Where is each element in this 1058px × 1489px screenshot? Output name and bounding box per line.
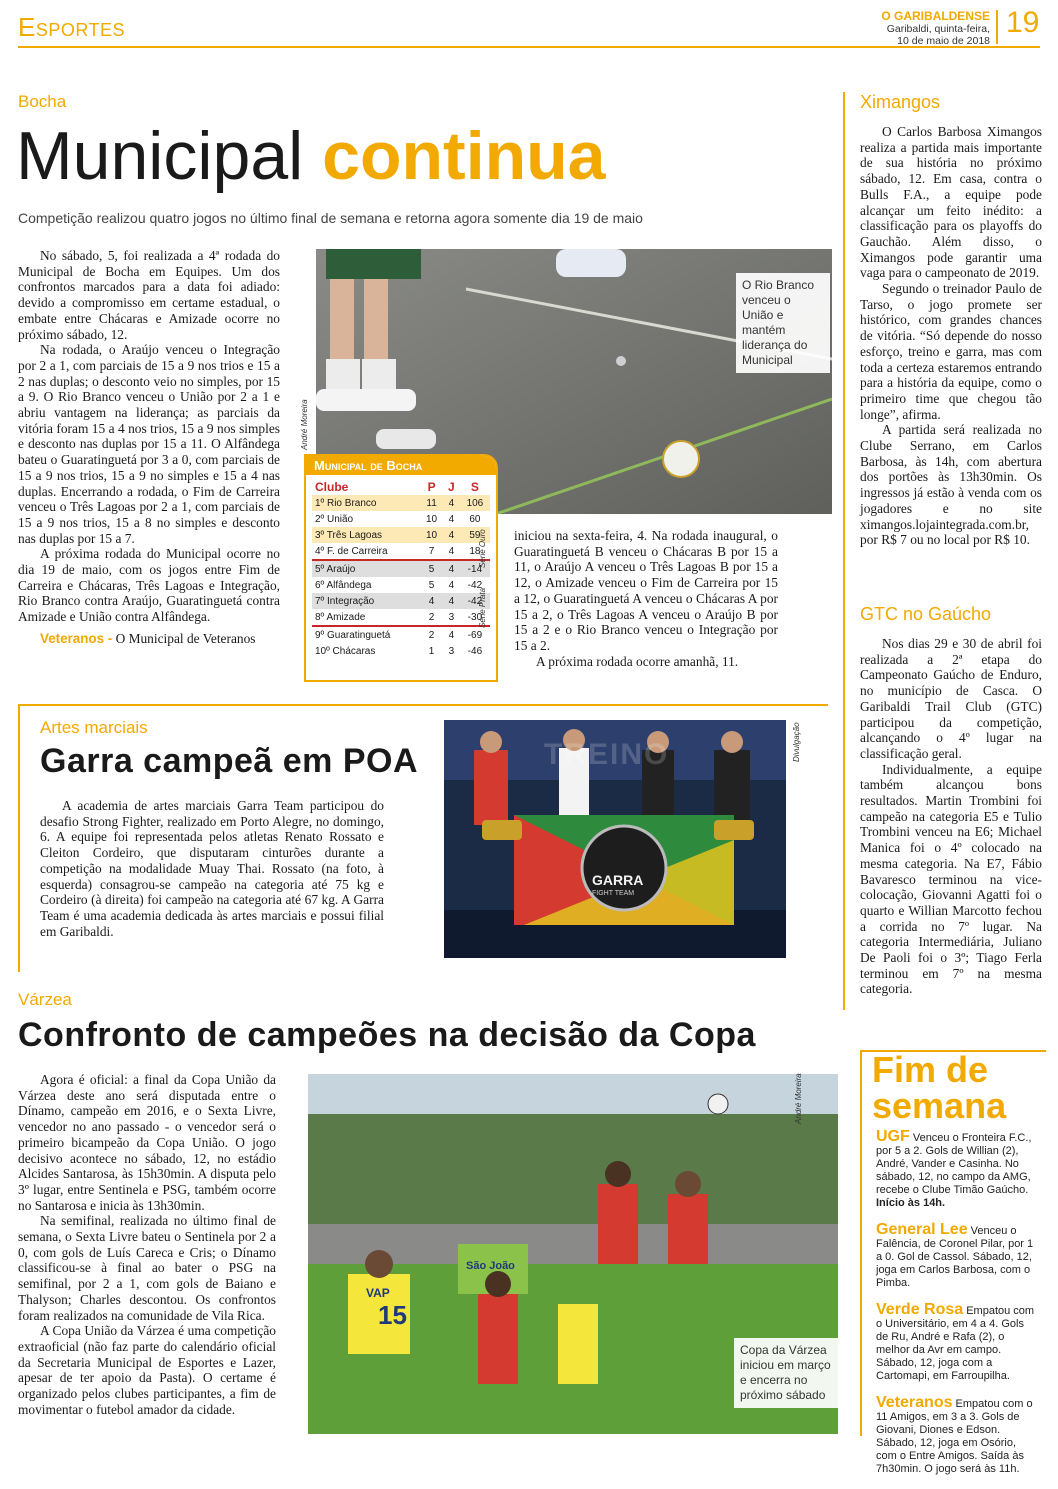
row-s: 59 (469, 529, 481, 541)
row-j: 4 (448, 579, 455, 591)
bocha-kicker: Bocha (18, 92, 67, 111)
gtc-kicker: GTC no Gaúcho (860, 604, 992, 624)
row-j: 4 (448, 595, 455, 607)
ximangos-p3: A partida será realizada no Clube Serrano, em Carlos Barbosa, às 14h, com abertura dos portões às 13h30min. Os ingressos já estão à venda com os jogadores e no site ximangos.lojaintegrada.com.br, por R$ 7 ou no local por R$ 10. (860, 422, 1042, 548)
fds-list (876, 1130, 1038, 1489)
varzea-p3: A Copa União da Várzea é uma competição extraoficial (não faz parte do calendário oficial da Secretaria Municipal de Esportes e Lazer, apesar de ter apoio da Pasta). O certame é organizado pelos clubes participantes, a fim de movimentar o futebol amador da cidade. (18, 1323, 276, 1417)
row-club: 10º Chácaras (315, 645, 376, 657)
fds-item-text: Empatou com o Universitário, em 4 a 4. Gols de Ru, André e Rafa (2), o melhor da Avr em campo. Sábado, 12, joga com a Cartomapi, em Farroupilha. (876, 1305, 1035, 1382)
header-rule (18, 46, 1040, 48)
bocha-column-1 (18, 248, 280, 647)
gtc-p1: Nos dias 29 e 30 de abril foi realizada a 2ª etapa do Campeonato Gaúcho de Enduro, no município de Casca. O Garibaldi Trail Club (GTC) participou da competição, alcançando o 4º lugar na classificação geral. (860, 636, 1042, 761)
standings-header-p: P (427, 480, 436, 494)
varzea-shirt-number: 15 (378, 1300, 407, 1330)
varzea-shirt-text: VAP (366, 1286, 390, 1300)
table-row (312, 511, 490, 527)
veteranos-lead (18, 631, 280, 647)
bocha-col2-p1: iniciou na sexta-feira, 4. Na rodada inaugural, o Guaratinguetá B venceu o Chácaras B por 15 a 11, o Araújo A venceu o Três Lagoas B por 15 a 12, o Amizade venceu o Fim de Carreira por 15 a 12, o Guaratinguetá A venceu o Chácaras A por 15 a 2, o Três Lagoas A venceu o Araújo B por 15 a 2 e o Rio Branco venceu o Integração por 15 a 2. (514, 528, 778, 653)
fds-title-2: semana (872, 1085, 1007, 1126)
row-j: 4 (448, 563, 455, 575)
row-s: -30 (467, 611, 483, 623)
standings-table (312, 479, 490, 659)
header-date-2: 10 de maio de 2018 (897, 35, 990, 47)
row-club: 9º Guaratinguetá (315, 629, 391, 641)
garra-banner-sub: FIGHT TEAM (592, 890, 635, 897)
fds-title-1: Fim de (872, 1049, 989, 1090)
paper-name: O GARIBALDENSE (881, 9, 990, 23)
page-number: 19 (1006, 6, 1040, 39)
garra-photo (444, 720, 786, 958)
right-column-rule (843, 92, 845, 1010)
row-club: 1º Rio Branco (315, 497, 377, 509)
gtc-p2: Individualmente, a equipe também alcançou bons resultados. Martin Trombini foi campeão na categoria E5 e Tulio Trombini venceu na E6; Michael Manica foi o 4º colocado na mesma categoria. Na E7, Fábio Bavaresco terminou na vice-colocação, Giovanni Agatti foi o quarto e Willian Marcotto fechou a corrida no 7º lugar. Na categoria Intermediária, Juliano De Paoli foi o 3º; Tiago Ferla terminou em 7º na mesma categoria. (860, 761, 1042, 997)
row-p: 1 (428, 645, 435, 657)
garra-title: Garra campeã em POA (40, 742, 419, 780)
row-club: 8º Amizade (315, 611, 366, 623)
table-row (312, 593, 490, 609)
row-club: 7º Integração (315, 595, 375, 607)
row-p: 4 (428, 595, 435, 607)
row-j: 3 (448, 645, 455, 657)
varzea-photo-credit: André Moreira (794, 1073, 803, 1124)
row-s: -46 (467, 645, 483, 657)
garra-p1: A academia de artes marciais Garra Team participou do desafio Strong Fighter, realizado em Porto Alegre, no domingo, 6. A equipe foi representada pelos atletas Renato Rossato e Cleiton Cordeiro, que disputaram cinturões durante a competição na modalidade Muay Thai. Rossato (na foto, à esquerda) consagrou-se campeão na categoria até 75 kg e Cordeiro (à direita) foi campeão na categoria até 67 kg. A Garra Team é uma academia dedicada às artes marciais e possui filial em Garibaldi. (40, 798, 384, 939)
garra-banner-text: GARRA (592, 872, 644, 888)
row-club: 3º Três Lagoas (315, 529, 383, 541)
row-s: 18 (469, 545, 481, 557)
varzea-kicker: Várzea (18, 990, 72, 1009)
bocha-p1: No sábado, 5, foi realizada a 4ª rodada do Municipal de Bocha em Equipes. Um dos confrontos marcados para a data foi adiado: devido a compromisso em certame estadual, o embate entre Chácaras e Amizade ocorre no próximo sábado, 12. (18, 248, 280, 342)
header-date-1: Garibaldi, quinta-feira, (886, 23, 990, 35)
header-divider (996, 10, 998, 44)
row-j: 4 (448, 545, 455, 557)
table-row (312, 577, 490, 593)
fds-item-text: Empatou com o 11 Amigos, em 3 a 3. Gols de Giovani, Diones e Edson. Sábado, 12, joga em Osório, com o Entre Amigos. Saída às 7h30min. O jogo será às 11h. (876, 1398, 1033, 1475)
varzea-caption: Copa da Várzea iniciou em março e encerra no próximo sábado (734, 1338, 844, 1408)
varzea-body (18, 1072, 276, 1417)
bocha-p3: A próxima rodada do Municipal ocorre no dia 19 de maio, com os jogos entre Fim de Carreira e Chácaras, Três Lagoas e Integração, Rio Branco contra Araújo, Guaratinguetá contra Amizade e União contra Alfândega. (18, 546, 280, 625)
table-row (312, 626, 490, 643)
bocha-title-b: continua (322, 118, 606, 194)
varzea-p2: Na semifinal, realizada no último final de semana, o Sexta Livre bateu o Sentinela por 2 a 0, com gols de Luís Careca e Cris; o Dínamo classificou-se à final ao bater o PSG na semifinal, por 2 a 1, com gols de Baiano e Thalyson; Charles descontou. Os confrontos foram realizados na comunidade de Vila Rica. (18, 1213, 276, 1323)
garra-kicker: Artes marciais (40, 718, 148, 737)
veteranos-label: Veteranos - (40, 630, 113, 646)
row-p: 2 (428, 611, 435, 623)
ximangos-p2: Segundo o treinador Paulo de Tarso, o jogo promete ser histórico, com grandes chances de vitória. “Só depende do nosso esforço, treino e garra, mas com toda a certeza estaremos entrando para a história da equipe, como o primeiro time que chegou tão longe”, afirma. (860, 281, 1042, 422)
bocha-title-a: Municipal (16, 118, 304, 194)
fds-item (876, 1303, 1038, 1383)
row-p: 7 (428, 545, 435, 557)
table-row (312, 543, 490, 560)
varzea-p1: Agora é oficial: a final da Copa União da Várzea deste ano será disputada entre o Dínamo, campeão em 2016, e o Sexta Livre, vencedor no ano passado - o vencedor será o primeiro bicampeão da Copa União. O jogo decisivo acontece no sábado, 12, no estádio Alcides Santarosa, às 15h30min. A disputa pelo 3º lugar, entre Sentinela e PSG, também ocorre no Santarosa e inicia às 13h30min. (18, 1072, 276, 1213)
fds-item-text: Venceu o Fronteira F.C., por 5 a 2. Gols de Willian (2), André, Vander e Casinha. No sábado, 12, no campo da AMG, recebe o Clube Timão Gaúcho. (876, 1132, 1032, 1196)
section-title: Esportes (18, 12, 126, 42)
ximangos-p1: O Carlos Barbosa Ximangos realiza a partida mais importante de sua história no próximo sábado, 12. Em casa, contra o Bulls F.A., a equipe pode alcançar um feito inédito: a classificação para os playoffs do Gauchão. Além disso, o Ximangos pode garantir uma vaga para o campeonato de 2019. (860, 124, 1042, 281)
standings-header-j: J (448, 480, 455, 494)
row-club: 2º União (315, 513, 354, 525)
garra-body (40, 798, 384, 939)
bocha-subtitle: Competição realizou quatro jogos no último final de semana e retorna agora somente dia 19 de maio (18, 210, 643, 226)
table-row (312, 609, 490, 626)
fds-item-team: Verde Rosa (876, 1301, 964, 1318)
row-club: 4º F. de Carreira (315, 545, 388, 557)
row-j: 4 (448, 497, 455, 509)
table-row (312, 643, 490, 659)
gtc-body (860, 636, 1042, 997)
bocha-caption: O Rio Branco venceu o União e mantém liderança do Municipal (736, 273, 830, 373)
bocha-p2: Na rodada, o Araújo venceu o Integração por 2 a 1, com parciais de 15 a 9 nos trios e 15 a 2 nas duplas; o desconto veio no simples, por 15 a 9. O Rio Branco venceu o União por 2 a 1 e abriu vantagem na liderança; as parciais da vitória foram 15 a 4 nos trios, 15 a 9 nos simples e desconto nas duplas por 15 a 11. O Alfândega bateu o Guaratinguetá por 3 a 0, com parciais de 15 a 9 nos trios, 15 a 9 no simples e 15 a 4 nas duplas. Encerrando a rodada, o Fim de Carreira venceu o Três Lagoas por 2 a 1, com parciais de 15 a 9 nos trios, 15 a 8 no simples e desconto nas duplas por 15 a 7. (18, 342, 280, 546)
row-p: 11 (426, 497, 437, 509)
fds-title (872, 1049, 1007, 1126)
row-s: -14 (467, 563, 483, 575)
bocha-col2-p2: A próxima rodada ocorre amanhã, 11. (536, 653, 739, 669)
row-club: 6º Alfândega (315, 579, 372, 591)
row-s: 106 (466, 497, 484, 509)
ximangos-kicker: Ximangos (860, 92, 941, 112)
serie-ouro-label: Série Ouro (478, 529, 487, 568)
standings-title: Municipal de Bocha (306, 456, 496, 475)
bocha-standings (304, 454, 498, 682)
row-j: 4 (448, 529, 455, 541)
row-p: 5 (428, 563, 435, 575)
fds-item-team: UGF (876, 1128, 910, 1145)
bocha-photo-credit: André Moreira (300, 399, 309, 450)
fds-item-text: Venceu o Falência, de Coronel Pilar, por 1 a 0. Gol de Cassol. Sábado, 12, joga em Carlos Barbosa, com o Pimba. (876, 1225, 1034, 1289)
varzea-ad-text: São João (466, 1260, 515, 1272)
garra-photo-credit: Divulgação (792, 722, 801, 762)
row-p: 10 (426, 513, 438, 525)
standings-header-s: S (470, 480, 479, 494)
fds-item-team: Veteranos (876, 1394, 953, 1411)
row-p: 10 (426, 529, 438, 541)
bocha-title (16, 116, 605, 196)
serie-prata-label: Série Prata (478, 587, 487, 628)
fds-item (876, 1130, 1038, 1210)
row-j: 4 (448, 513, 455, 525)
row-p: 5 (428, 579, 435, 591)
row-p: 2 (428, 629, 435, 641)
row-s: -42 (467, 579, 483, 591)
ximangos-body (860, 124, 1042, 548)
fds-item-bold: Início às 14h. (876, 1197, 946, 1209)
fds-item (876, 1223, 1038, 1290)
row-s: -42 (467, 595, 483, 607)
varzea-title: Confronto de campeões na decisão da Copa (18, 1016, 756, 1054)
standings-header-club: Clube (315, 480, 349, 494)
garra-wall-text: TREINO (544, 738, 670, 771)
table-row (312, 560, 490, 577)
row-j: 4 (448, 629, 455, 641)
row-s: 60 (469, 513, 481, 525)
fds-item-team: General Lee (876, 1221, 968, 1238)
veteranos-text: O Municipal de Veteranos (115, 630, 256, 646)
table-row (312, 527, 490, 543)
table-row (312, 495, 490, 511)
row-s: -69 (467, 629, 483, 641)
bocha-column-2 (514, 528, 778, 669)
fds-item (876, 1396, 1038, 1476)
row-club: 5º Araújo (315, 563, 356, 575)
standings-header (312, 479, 490, 495)
row-j: 3 (448, 611, 455, 623)
